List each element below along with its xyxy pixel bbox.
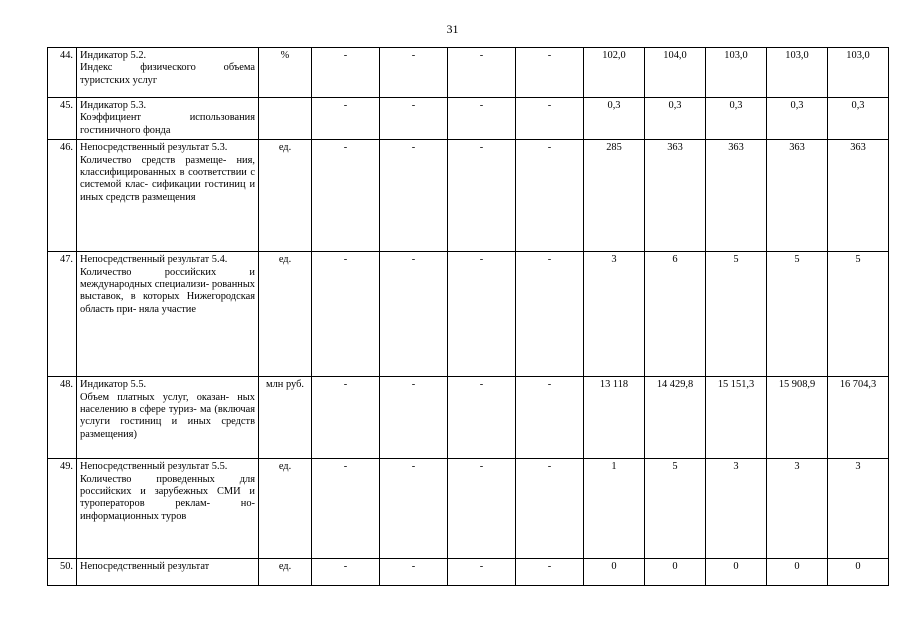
table-row xyxy=(48,48,889,98)
dash-cell: - xyxy=(448,459,516,559)
value-cell: 0 xyxy=(645,559,706,586)
value-cell: 0 xyxy=(584,559,645,586)
value-cell: 103,0 xyxy=(828,48,889,98)
indicator-name xyxy=(77,459,259,559)
value-cell: 363 xyxy=(828,140,889,252)
value-cell: 363 xyxy=(767,140,828,252)
value-cell: 285 xyxy=(584,140,645,252)
value-cell: 3 xyxy=(584,252,645,377)
indicator-name-line: Количество российских и международных специализи- рованных выставок, в которых Нижегородская область при- няла участие xyxy=(80,266,255,315)
indicator-name xyxy=(77,48,259,98)
table-row xyxy=(48,377,889,459)
value-cell: 103,0 xyxy=(706,48,767,98)
indicator-name xyxy=(77,98,259,140)
value-cell: 16 704,3 xyxy=(828,377,889,459)
value-cell: 1 xyxy=(584,459,645,559)
dash-cell: - xyxy=(516,459,584,559)
dash-cell: - xyxy=(380,140,448,252)
value-cell: 0,3 xyxy=(767,98,828,140)
value-cell: 103,0 xyxy=(767,48,828,98)
value-cell: 0,3 xyxy=(645,98,706,140)
row-number: 46. xyxy=(48,140,77,252)
value-cell: 102,0 xyxy=(584,48,645,98)
value-cell: 0,3 xyxy=(706,98,767,140)
dash-cell: - xyxy=(312,140,380,252)
indicator-name xyxy=(77,252,259,377)
dash-cell: - xyxy=(448,98,516,140)
dash-cell: - xyxy=(312,48,380,98)
indicator-name xyxy=(77,140,259,252)
value-cell: 363 xyxy=(706,140,767,252)
dash-cell: - xyxy=(516,140,584,252)
table-row xyxy=(48,98,889,140)
value-cell: 3 xyxy=(828,459,889,559)
dash-cell: - xyxy=(312,559,380,586)
indicator-name xyxy=(77,377,259,459)
value-cell: 3 xyxy=(767,459,828,559)
dash-cell: - xyxy=(448,377,516,459)
unit-cell xyxy=(259,98,312,140)
dash-cell: - xyxy=(380,98,448,140)
indicator-name-line: Непосредственный результат xyxy=(80,561,210,573)
unit-cell: млн руб. xyxy=(259,377,312,459)
table-row xyxy=(48,559,889,586)
row-number: 44. xyxy=(48,48,77,98)
dash-cell: - xyxy=(516,98,584,140)
unit-cell: ед. xyxy=(259,140,312,252)
indicator-name-line: Коэффициент использования гостиничного фонда xyxy=(80,112,255,136)
value-cell: 15 908,9 xyxy=(767,377,828,459)
indicator-name-line: Непосредственный результат 5.4. xyxy=(80,254,228,266)
value-cell: 0 xyxy=(767,559,828,586)
dash-cell: - xyxy=(516,48,584,98)
indicator-name-line: Индикатор 5.2. xyxy=(80,50,147,61)
dash-cell: - xyxy=(448,48,516,98)
indicators-table xyxy=(47,47,889,586)
unit-cell: ед. xyxy=(259,559,312,586)
value-cell: 104,0 xyxy=(645,48,706,98)
indicator-name xyxy=(77,559,259,586)
value-cell: 0 xyxy=(706,559,767,586)
value-cell: 5 xyxy=(828,252,889,377)
dash-cell: - xyxy=(380,459,448,559)
row-number: 45. xyxy=(48,98,77,140)
row-number: 49. xyxy=(48,459,77,559)
dash-cell: - xyxy=(516,559,584,586)
row-number: 47. xyxy=(48,252,77,377)
value-cell: 0 xyxy=(828,559,889,586)
row-number: 48. xyxy=(48,377,77,459)
dash-cell: - xyxy=(312,98,380,140)
page-number: 31 xyxy=(446,22,459,36)
value-cell: 15 151,3 xyxy=(706,377,767,459)
unit-cell: % xyxy=(259,48,312,98)
indicator-name-line: Количество проведенных для российских и зарубежных СМИ и туроператоров реклам- но-информационных туров xyxy=(80,473,255,522)
dash-cell: - xyxy=(516,252,584,377)
dash-cell: - xyxy=(380,48,448,98)
row-number: 50. xyxy=(48,559,77,586)
unit-cell: ед. xyxy=(259,459,312,559)
indicator-name-line: Количество средств размеще- ния, классифицированных в соответствии с системой клас- сификации гостиниц и иных средств размещения xyxy=(80,154,255,203)
dash-cell: - xyxy=(448,252,516,377)
value-cell: 3 xyxy=(706,459,767,559)
dash-cell: - xyxy=(380,377,448,459)
value-cell: 363 xyxy=(645,140,706,252)
dash-cell: - xyxy=(380,252,448,377)
value-cell: 6 xyxy=(645,252,706,377)
table-row xyxy=(48,252,889,377)
unit-cell: ед. xyxy=(259,252,312,377)
indicator-name-line: Индекс физического объема туристских услуг xyxy=(80,62,255,86)
indicator-name-line: Непосредственный результат 5.5. xyxy=(80,461,228,473)
table-row xyxy=(48,140,889,252)
value-cell: 5 xyxy=(706,252,767,377)
value-cell: 5 xyxy=(645,459,706,559)
dash-cell: - xyxy=(448,559,516,586)
dash-cell: - xyxy=(516,377,584,459)
dash-cell: - xyxy=(312,459,380,559)
dash-cell: - xyxy=(380,559,448,586)
indicator-name-line: Объем платных услуг, оказан- ных населению в сфере туриз- ма (включая услуги гостиниц и иных средств размещения) xyxy=(80,391,255,440)
indicator-name-line: Индикатор 5.3. xyxy=(80,100,147,111)
table-body xyxy=(48,48,889,586)
value-cell: 0,3 xyxy=(828,98,889,140)
dash-cell: - xyxy=(312,252,380,377)
value-cell: 13 118 xyxy=(584,377,645,459)
indicator-name-line: Непосредственный результат 5.3. xyxy=(80,142,228,154)
dash-cell: - xyxy=(448,140,516,252)
value-cell: 0,3 xyxy=(584,98,645,140)
value-cell: 14 429,8 xyxy=(645,377,706,459)
dash-cell: - xyxy=(312,377,380,459)
table-row xyxy=(48,459,889,559)
indicator-name-line: Индикатор 5.5. xyxy=(80,379,147,391)
value-cell: 5 xyxy=(767,252,828,377)
